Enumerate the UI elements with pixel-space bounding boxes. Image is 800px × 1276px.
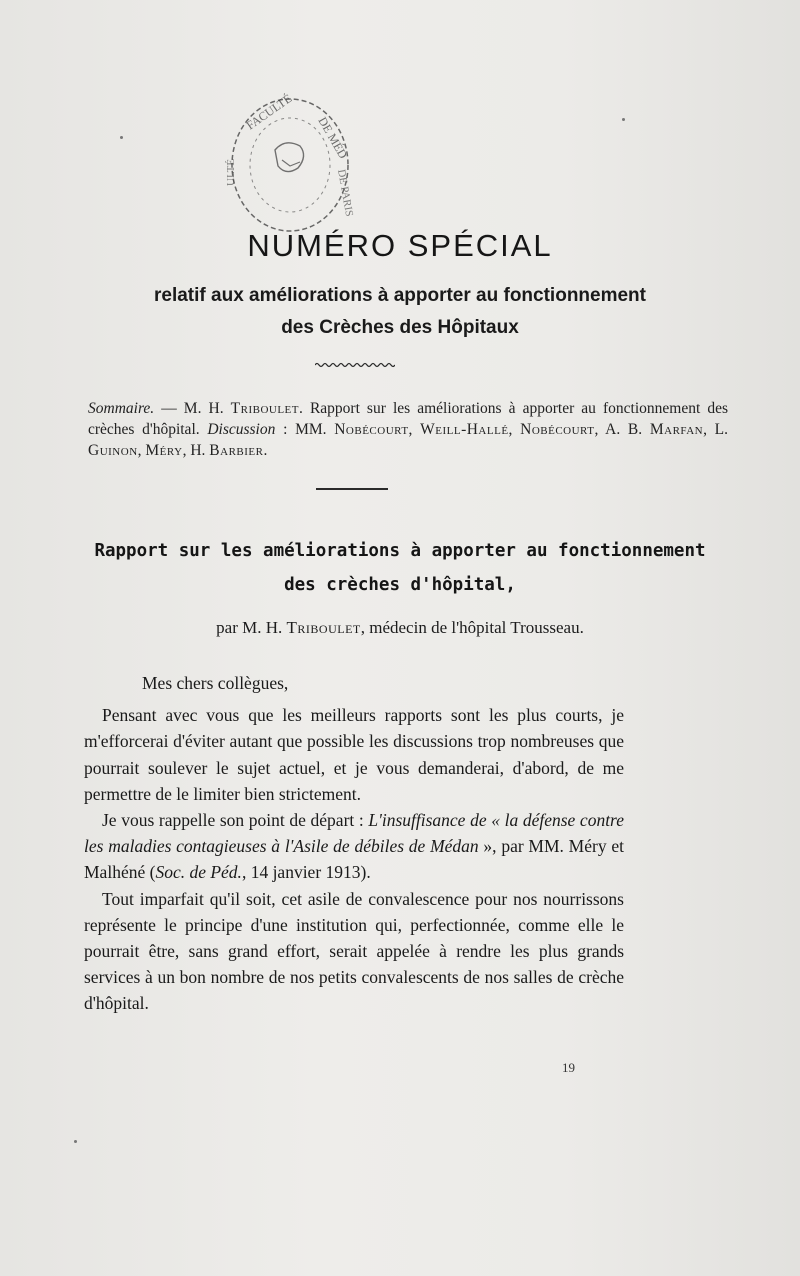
participant-name: Weill-Hallé — [420, 421, 509, 438]
participant-name: Nobécourt — [334, 421, 409, 438]
participant-name: Barbier — [209, 442, 264, 459]
wavy-divider — [315, 360, 395, 370]
subtitle-line-1: relatif aux améliorations à apporter au fonctionnement — [154, 285, 646, 306]
summary-text: . — [263, 442, 268, 459]
summary-text: , — [508, 421, 521, 438]
citation-title: L'insuffisance de « la défense contre les maladies contagieuses à l'Asile de débiles de Médan — [84, 810, 624, 857]
summary-label: Sommaire. — [88, 400, 155, 417]
svg-text:ULTÉ: ULTÉ — [225, 158, 237, 186]
summary-text: — M. H. — [154, 400, 231, 417]
report-title-line-2: des crèches d'hôpital, — [284, 575, 516, 595]
byline-prefix: par M. H. — [216, 618, 287, 637]
paragraph-text: Je vous rappelle son point de départ : — [102, 810, 369, 831]
subtitle-line-2: des Crèches des Hôpitaux — [281, 317, 519, 338]
summary-text: . Rapport sur les améliorations à apporter au fonctionnement des crèches d'hôpital. — [88, 400, 728, 438]
participant-name: Marfan — [649, 421, 704, 438]
horizontal-rule — [316, 488, 388, 490]
summary-text: , A. B. — [594, 421, 650, 438]
library-stamp-icon — [220, 90, 360, 250]
byline-author: Triboulet — [286, 618, 361, 637]
report-title-line-1: Rapport sur les améliorations à apporter au fonctionnement — [94, 541, 706, 561]
svg-text:FACULTÉ: FACULTÉ — [243, 91, 295, 133]
byline-suffix: , médecin de l'hôpital Trousseau. — [360, 618, 584, 637]
body-paragraph-2 — [84, 807, 624, 886]
journal-abbrev: Soc. de Péd. — [155, 862, 242, 883]
body-paragraph-3: Tout imparfait qu'il soit, cet asile de convalescence pour nos nourrissons représente le principe d'une institution qui, perfectionnée, comme elle le pourrait être, sans grand effort, serait appelée à rendre les plus grands services à un bon nombre de nos petits convalescents de nos salles de crèche d'hôpital. — [84, 888, 624, 1014]
discussion-label: Discussion — [207, 421, 276, 438]
report-byline — [0, 618, 800, 638]
summary-author: Triboulet — [230, 400, 299, 417]
paragraph-text: , 14 janvier 1913). — [241, 862, 371, 883]
summary-paragraph — [88, 398, 728, 461]
participant-name: Guinon — [88, 442, 138, 459]
participant-name: Méry — [145, 442, 183, 459]
summary-text: , — [137, 442, 146, 459]
body-paragraph-1: Pensant avec vous que les meilleurs rapports sont les plus courts, je m'efforcerai d'éviter autant que possible les discussions trop nombreuses que pourrait soulever le sujet actuel, et je vous demanderai, d'abord, de me permettre de le limiter bien strictement. — [84, 705, 624, 804]
page-title: NUMÉRO SPÉCIAL — [247, 228, 553, 263]
svg-text:DE PARIS: DE PARIS — [335, 168, 356, 218]
summary-text: , — [408, 421, 421, 438]
paper-speck — [120, 136, 123, 139]
svg-text:DE MÉD: DE MÉD — [315, 114, 351, 162]
summary-text: : MM. — [275, 421, 335, 438]
page-number: 19 — [562, 1060, 575, 1075]
report-body — [84, 670, 624, 1017]
salutation: Mes chers collègues, — [142, 673, 289, 693]
participant-name: Nobécourt — [520, 421, 595, 438]
paper-speck — [622, 118, 625, 121]
summary-text: , H. — [182, 442, 210, 459]
summary-text: , L. — [703, 421, 729, 438]
paragraph-text: », par MM. Méry et Malhéné ( — [84, 836, 624, 883]
paper-speck — [74, 1140, 77, 1143]
